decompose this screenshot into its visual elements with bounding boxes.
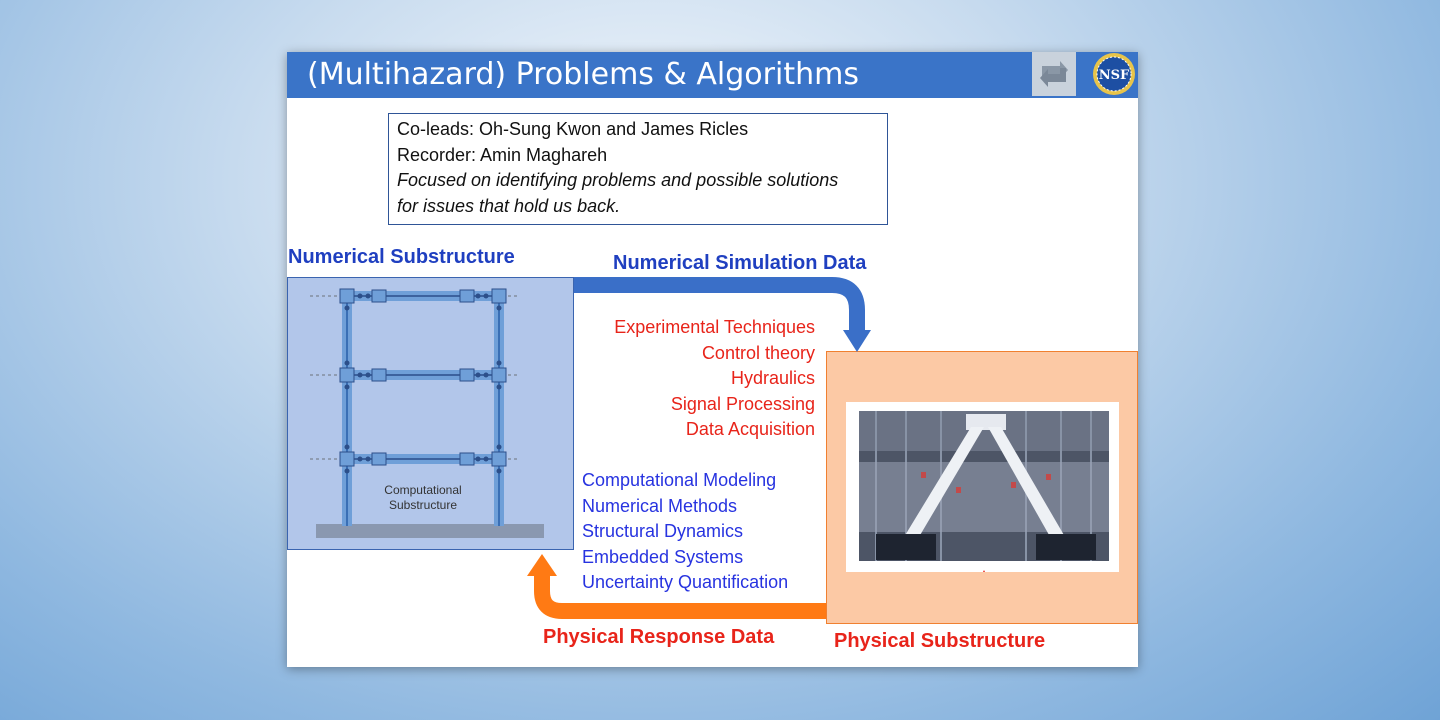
slide [287,52,1138,667]
list-item: Embedded Systems [582,546,744,567]
focus-line-1: Focused on identifying problems and possible solutions [397,170,839,190]
list-item: Structural Dynamics [582,521,744,542]
physical-response-data-label: Physical Response Data [543,626,775,648]
numerical-substructure-heading: Numerical Substructure [288,246,515,268]
list-item: Hydraulics [730,368,815,389]
co-leads-line: Co-leads: Oh-Sung Kwon and James Ricles [397,119,749,139]
slide-title: (Multihazard) Problems & Algorithms [307,57,859,92]
frame-caption-line-1: Computational [384,483,462,497]
simulation-data-arrowhead [843,330,871,352]
frame-caption-line-2: Substructure [388,498,458,512]
list-item: Experimental Techniques [614,317,815,337]
focus-line-2: for issues that hold us back. [397,195,621,216]
response-data-arrowhead [527,554,557,576]
computational-topics-list [582,468,882,596]
list-item: Data Acquisition [685,419,815,440]
experimental-topics-list [517,315,815,443]
list-item: Numerical Methods [582,495,738,516]
physical-substructure-heading: Physical Substructure [834,630,1046,652]
nsf-label: NSF [1098,68,1130,83]
list-item: Control theory [701,342,815,363]
list-item: Computational Modeling [582,470,777,490]
recorder-line: Recorder: Amin Maghareh [397,144,608,165]
list-item: Signal Processing [670,393,815,414]
list-item: Uncertainty Quantification [582,572,789,593]
numerical-simulation-data-label: Numerical Simulation Data [613,252,867,274]
